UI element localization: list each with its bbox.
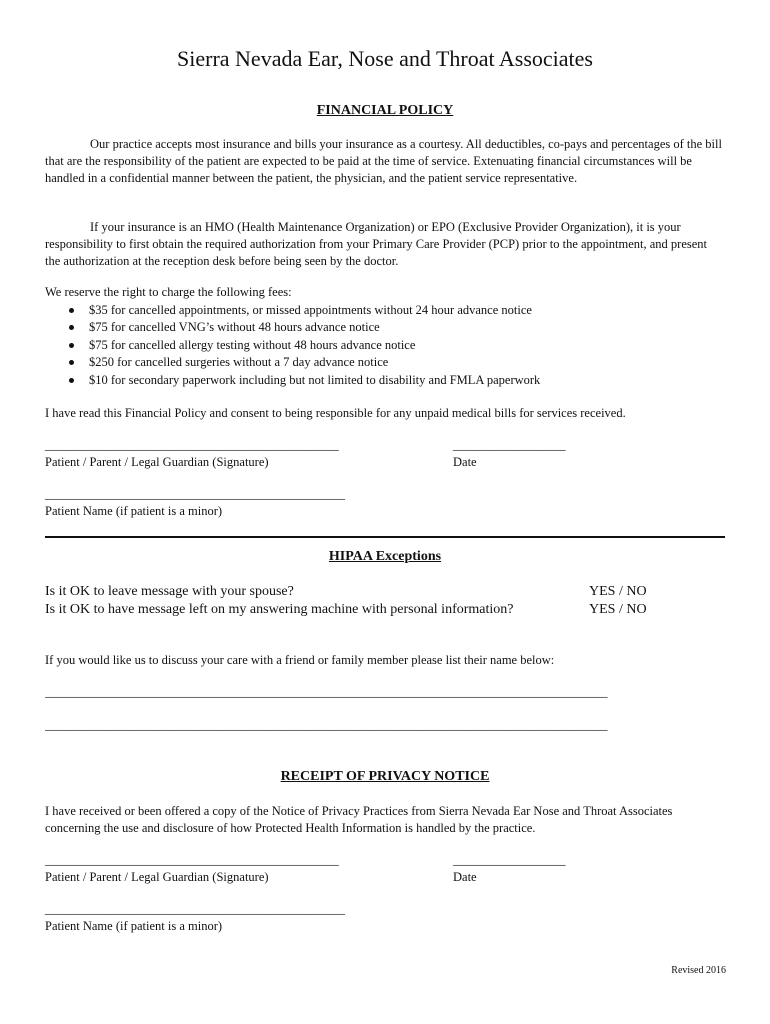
- financial-signature-field[interactable]: _______________________________________________: [45, 438, 339, 452]
- family-member-field-2[interactable]: __________________________________________________________________________________________: [45, 718, 608, 732]
- privacy-signature-label: Patient / Parent / Legal Guardian (Signature): [45, 870, 269, 884]
- financial-patient-name-field[interactable]: ________________________________________________: [45, 487, 345, 501]
- fee-item: $35 for cancelled appointments, or missed appointments without 24 hour advance notice: [89, 302, 725, 320]
- privacy-notice-paragraph: I have received or been offered a copy of the Notice of Privacy Practices from Sierra Nevada Ear Nose and Throat Associates concerning the use and disclosure of how Protected Health Information is handled by the practice.: [45, 804, 673, 835]
- financial-date-label: Date: [453, 455, 477, 469]
- practice-title: Sierra Nevada Ear, Nose and Throat Associates: [177, 46, 593, 71]
- fee-item: $75 for cancelled allergy testing without 48 hours advance notice: [89, 337, 725, 355]
- financial-patient-name-label: Patient Name (if patient is a minor): [45, 504, 223, 518]
- family-member-prompt: If you would like us to discuss your care with a friend or family member please list their name below:: [45, 653, 555, 667]
- privacy-patient-name-field[interactable]: ________________________________________________: [45, 902, 345, 916]
- hipaa-heading: HIPAA Exceptions: [328, 549, 442, 564]
- hipaa-answer-spouse[interactable]: YES / NO: [589, 584, 647, 599]
- financial-policy-heading: FINANCIAL POLICY: [316, 103, 454, 118]
- consent-statement: I have read this Financial Policy and consent to being responsible for any unpaid medical bills for services received.: [45, 406, 626, 420]
- fees-intro: We reserve the right to charge the following fees:: [45, 285, 292, 299]
- fee-item: $250 for cancelled surgeries without a 7 day advance notice: [89, 354, 725, 372]
- privacy-patient-name-label: Patient Name (if patient is a minor): [45, 919, 223, 933]
- fee-item: $75 for cancelled VNG’s without 48 hours advance notice: [89, 319, 725, 337]
- privacy-date-label: Date: [453, 870, 477, 884]
- hipaa-question-answering-machine: Is it OK to have message left on my answering machine with personal information?: [45, 602, 514, 617]
- privacy-date-field[interactable]: __________________: [453, 853, 566, 867]
- hipaa-question-spouse: Is it OK to leave message with your spouse?: [45, 584, 294, 599]
- hipaa-answer-answering-machine[interactable]: YES / NO: [589, 602, 647, 617]
- privacy-signature-field[interactable]: _______________________________________________: [45, 853, 339, 867]
- fee-item: $10 for secondary paperwork including but not limited to disability and FMLA paperwork: [89, 372, 725, 390]
- privacy-notice-heading: RECEIPT OF PRIVACY NOTICE: [280, 769, 490, 784]
- financial-signature-label: Patient / Parent / Legal Guardian (Signature): [45, 455, 269, 469]
- fees-section: [45, 284, 725, 389]
- section-divider: [45, 536, 725, 538]
- financial-policy-paragraph-1: Our practice accepts most insurance and bills your insurance as a courtesy. All deductibles, co-pays and percentages of the bill that are the responsibility of the patient are expected to be paid at the time of service. Extenuating financial circumstances will be handled in a confidential manner between the patient, the physician, and the patient service representative.: [45, 137, 722, 185]
- financial-date-field[interactable]: __________________: [453, 438, 566, 452]
- revision-note: Revised 2016: [671, 965, 726, 976]
- fees-list: [45, 302, 725, 390]
- financial-policy-paragraph-2: If your insurance is an HMO (Health Maintenance Organization) or EPO (Exclusive Provider Organization), it is your responsibility to first obtain the required authorization from your Primary Care Provider (PCP) prior to the appointment, and present the authorization at the reception desk before being seen by the doctor.: [45, 220, 708, 268]
- family-member-field-1[interactable]: __________________________________________________________________________________________: [45, 685, 608, 699]
